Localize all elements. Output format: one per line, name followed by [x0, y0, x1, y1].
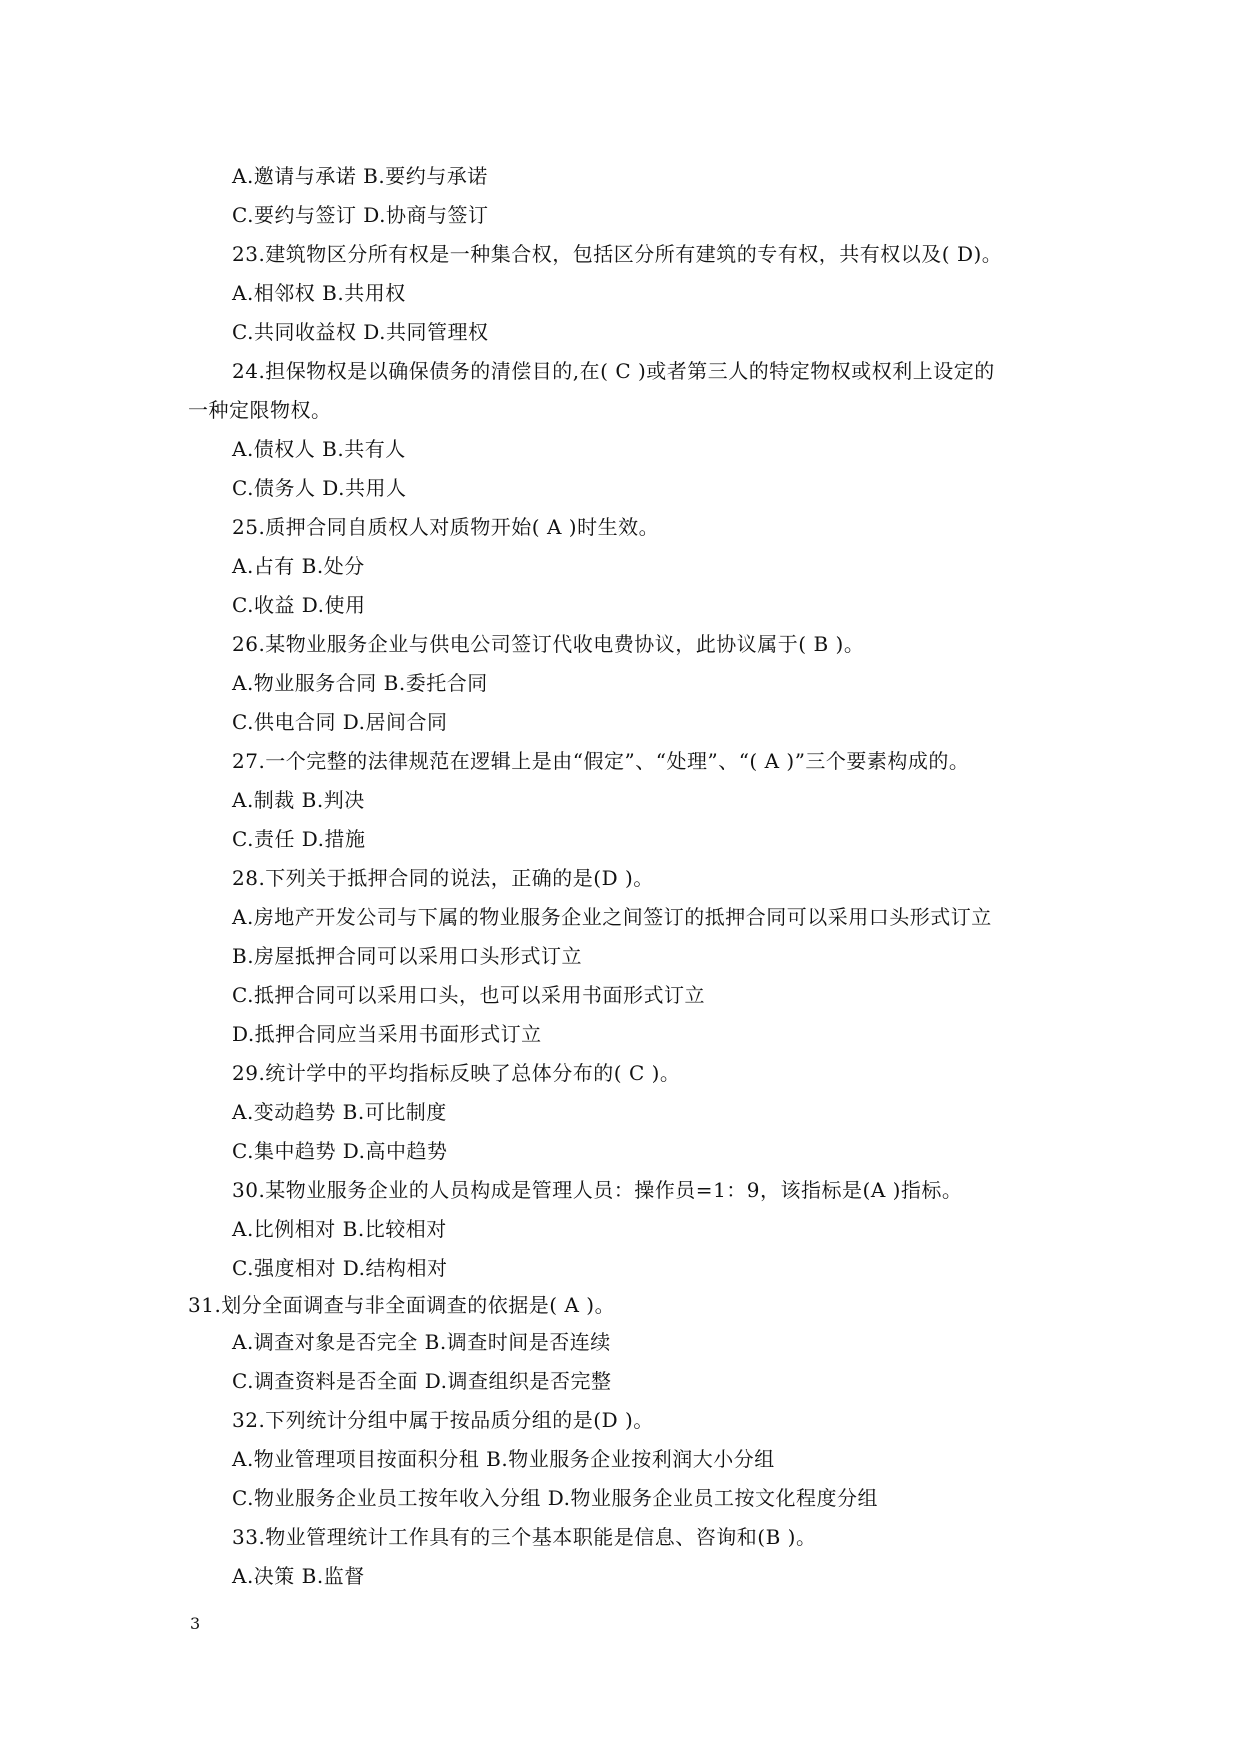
option-line: C.抵押合同可以采用口头，也可以采用书面形式订立 [232, 983, 705, 1007]
option-line: C.责任 D.措施 [232, 827, 366, 851]
question-31: 31.划分全面调查与非全面调查的依据是( A )。 [188, 1293, 616, 1317]
option-line: A.比例相对 B.比较相对 [232, 1217, 447, 1241]
option-line: C.调查资料是否全面 D.调查组织是否完整 [232, 1369, 612, 1393]
question-24-continuation: 一种定限物权。 [188, 398, 332, 422]
option-line: C.集中趋势 D.高中趋势 [232, 1139, 448, 1163]
question-32: 32.下列统计分组中属于按品质分组的是(D )。 [232, 1408, 654, 1432]
document-body [0, 157, 1241, 1596]
option-line: A.决策 B.监督 [232, 1564, 365, 1588]
option-line: A.制裁 B.判决 [232, 788, 365, 812]
question-26: 26.某物业服务企业与供电公司签订代收电费协议，此协议属于( B )。 [232, 632, 865, 656]
option-line: A.变动趋势 B.可比制度 [232, 1100, 447, 1124]
question-25: 25.质押合同自质权人对质物开始( A )时生效。 [232, 515, 660, 539]
option-line: C.要约与签订 D.协商与签订 [232, 203, 489, 227]
option-line: C.共同收益权 D.共同管理权 [232, 320, 489, 344]
option-line: B.房屋抵押合同可以采用口头形式订立 [232, 944, 583, 968]
option-line: C.供电合同 D.居间合同 [232, 710, 448, 734]
option-line: A.物业管理项目按面积分租 B.物业服务企业按利润大小分组 [232, 1447, 775, 1471]
option-line: C.收益 D.使用 [232, 593, 366, 617]
option-line: A.物业服务合同 B.委托合同 [232, 671, 488, 695]
option-line: A.债权人 B.共有人 [232, 437, 406, 461]
option-line: A.邀请与承诺 B.要约与承诺 [232, 164, 488, 188]
option-line: C.物业服务企业员工按年收入分组 D.物业服务企业员工按文化程度分组 [232, 1486, 878, 1510]
question-23: 23.建筑物区分所有权是一种集合权，包括区分所有建筑的专有权，共有权以及( D)。 [232, 242, 1003, 266]
question-30: 30.某物业服务企业的人员构成是管理人员：操作员=1：9，该指标是(A )指标。 [232, 1178, 963, 1202]
option-line: D.抵押合同应当采用书面形式订立 [232, 1022, 542, 1046]
question-24: 24.担保物权是以确保债务的清偿目的,在( C )或者第三人的特定物权或权利上设定的 [232, 359, 995, 383]
question-28: 28.下列关于抵押合同的说法，正确的是(D )。 [232, 866, 654, 890]
option-line: A.房地产开发公司与下属的物业服务企业之间签订的抵押合同可以采用口头形式订立 [232, 905, 992, 929]
option-line: C.债务人 D.共用人 [232, 476, 407, 500]
option-line: A.调查对象是否完全 B.调查时间是否连续 [232, 1330, 611, 1354]
option-line: C.强度相对 D.结构相对 [232, 1256, 448, 1280]
option-line: A.占有 B.处分 [232, 554, 365, 578]
question-33: 33.物业管理统计工作具有的三个基本职能是信息、咨询和(B )。 [232, 1525, 817, 1549]
page-number: 3 [190, 1614, 201, 1633]
question-27: 27.一个完整的法律规范在逻辑上是由“假定”、“处理”、“( A )”三个要素构成的。 [232, 749, 970, 773]
question-29: 29.统计学中的平均指标反映了总体分布的( C )。 [232, 1061, 681, 1085]
option-line: A.相邻权 B.共用权 [232, 281, 406, 305]
